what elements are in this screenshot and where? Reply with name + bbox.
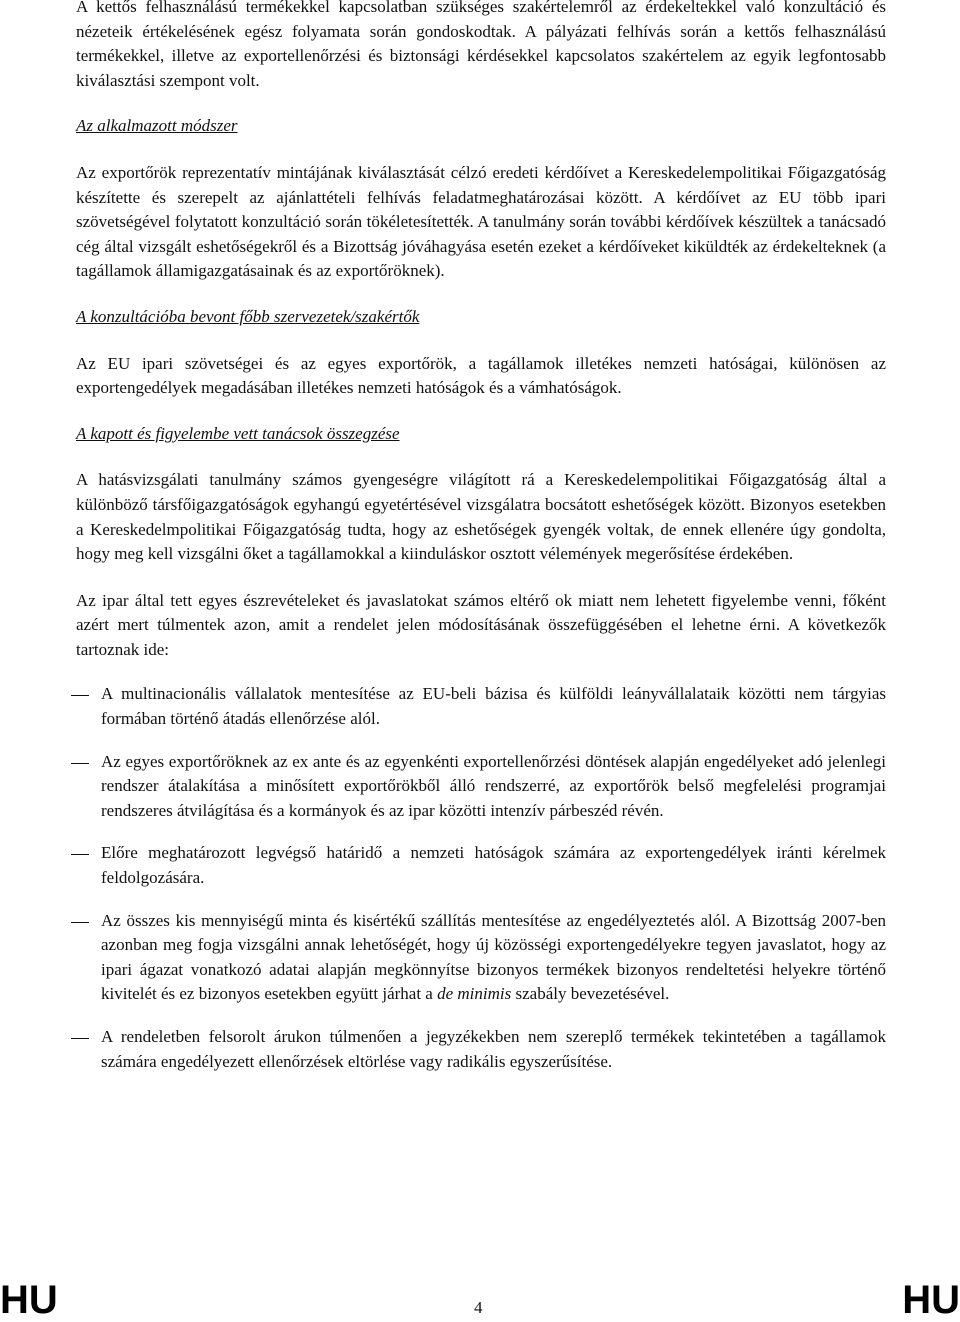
list-item-text: A multinacionális vállalatok mentesítése az EU-beli bázisa és külföldi leányvállalataik közötti nem tárgyias formában történő átadás ellenőrzése alól. xyxy=(101,684,886,729)
list-item-text: A rendeletben felsorolt árukon túlmenően a jegyzékekben nem szereplő termékek tekintetében a tagállamok számára engedélyezett ellenőrzések eltörlése vagy radikális egyszerűsítése. xyxy=(101,1027,886,1071)
latin-term: de minimis xyxy=(437,984,512,1004)
language-code-right: HU xyxy=(902,1278,960,1322)
section-heading-advice: A kapott és figyelembe vett tanácsok összegzése xyxy=(76,423,400,443)
dash-bullet-icon xyxy=(71,854,89,855)
dash-bullet-icon xyxy=(71,1038,89,1039)
list-item xyxy=(76,841,886,890)
section-heading-organisations: A konzultációba bevont főbb szervezetek/szakértők xyxy=(76,306,420,326)
list-item-text: Az egyes exportőröknek az ex ante és az egyenkénti exportellenőrzési döntések alapján engedélyeket adó jelenlegi rendszer átalakítása a minősített exportőrökből álló rendszerré, az exportőrök belső megfelelési programjai rendszeres átvilágítása és a kormányok és az ipar közötti intenzív párbeszéd révén. xyxy=(101,751,886,820)
industry-paragraph: Az ipar által tett egyes észrevételeket és javaslatokat számos eltérő ok miatt nem lehetett figyelembe venni, főként azért mert túlmentek azon, amit a rendelet jelen módosításának összefüggésében el lehetne érni. A következők tartoznak ide: xyxy=(76,590,886,659)
dash-bullet-icon xyxy=(71,922,89,923)
advice-paragraph: A hatásvizsgálati tanulmány számos gyengeségre világított rá a Kereskedelempolitikai Főigazgatóság által a különböző társfőigazgatóságok egyhangú egyetértésével vizsgálatra bocsátott eshetőségek között. Bizonyos esetekben a Kereskedelmpolitikai Főigazgatóság tudta, hogy az eshetőségek gyengék voltak, de ennek ellenére úgy gondolta, hogy meg kell vizsgálni őket a tagállamokkal a kiinduláskor osztott vélemények megerősítése érdekében. xyxy=(76,470,886,564)
list-item xyxy=(76,750,886,824)
organisations-paragraph: Az EU ipari szövetségei és az egyes exportőrök, a tagállamok illetékes nemzeti hatóságai, különösen az exportengedélyek megadásában illetékes nemzeti hatóságok és a vámhatóságok. xyxy=(76,353,886,398)
method-paragraph: Az exportőrök reprezentatív mintájának kiválasztását célzó eredeti kérdőívet a Kereskedelempolitikai Főigazgatóság készítette és szerepelt az ajánlattételi felhívás feladatmeghatározásai között. A kérdőívet az EU több ipari szövetségével folytatott konzultáció során tökéletesítették. A tanulmány során további kérdőívek készültek a tanácsadó cég által vizsgált eshetőségekről és a Bizottság jóváhagyása esetén ezeket a kérdőíveket kiküldték az érdekelteknek (a tagállamok államigazgatásainak és az exportőröknek). xyxy=(76,162,886,281)
intro-paragraph: A kettős felhasználású termékekkel kapcsolatban szükséges szakértelemről az érdekeltekkel való konzultáció és nézeteik értékelésének egész folyamata során gondoskodtak. A pályázati felhívás során a kettős felhasználású termékekkel, illetve az exportellenőrzési és biztonsági kérdésekkel kapcsolatos szakértelem az egyik legfontosabb kiválasztási szempont volt. xyxy=(76,0,886,90)
dash-bullet-icon xyxy=(71,695,89,696)
dash-bullet-icon xyxy=(71,763,89,764)
document-page xyxy=(76,0,886,1074)
section-heading-method: Az alkalmazott módszer xyxy=(76,116,238,136)
list-item-text xyxy=(101,909,886,1007)
page-number: 4 xyxy=(474,1298,483,1317)
list-item-text-start: Az összes kis mennyiségű minta és kisértékű szállítás mentesítése az engedélyeztetés alól. A Bizottság 2007-ben azonban meg fogja vizsgálni annak lehetőségét, hogy új közösségi exportengedélyekre tegyen javaslatot, hogy az ipari ágazat vonatkozó adatai alapján megkönnyítse bizonyos termékek bizonyos rendeltetési helyekre történő kivitelét és ez bizonyos esetekben együtt járhat a xyxy=(101,910,886,1004)
bullet-list xyxy=(76,682,886,1074)
language-code-left: HU xyxy=(0,1278,58,1322)
list-item xyxy=(76,1025,886,1074)
list-item-text-end: szabály bevezetésével. xyxy=(511,984,670,1004)
list-item-text: Előre meghatározott legvégső határidő a nemzeti hatóságok számára az exportengedélyek iránti kérelmek feldolgozására. xyxy=(101,843,886,888)
list-item xyxy=(76,909,886,1007)
list-item xyxy=(76,682,886,731)
